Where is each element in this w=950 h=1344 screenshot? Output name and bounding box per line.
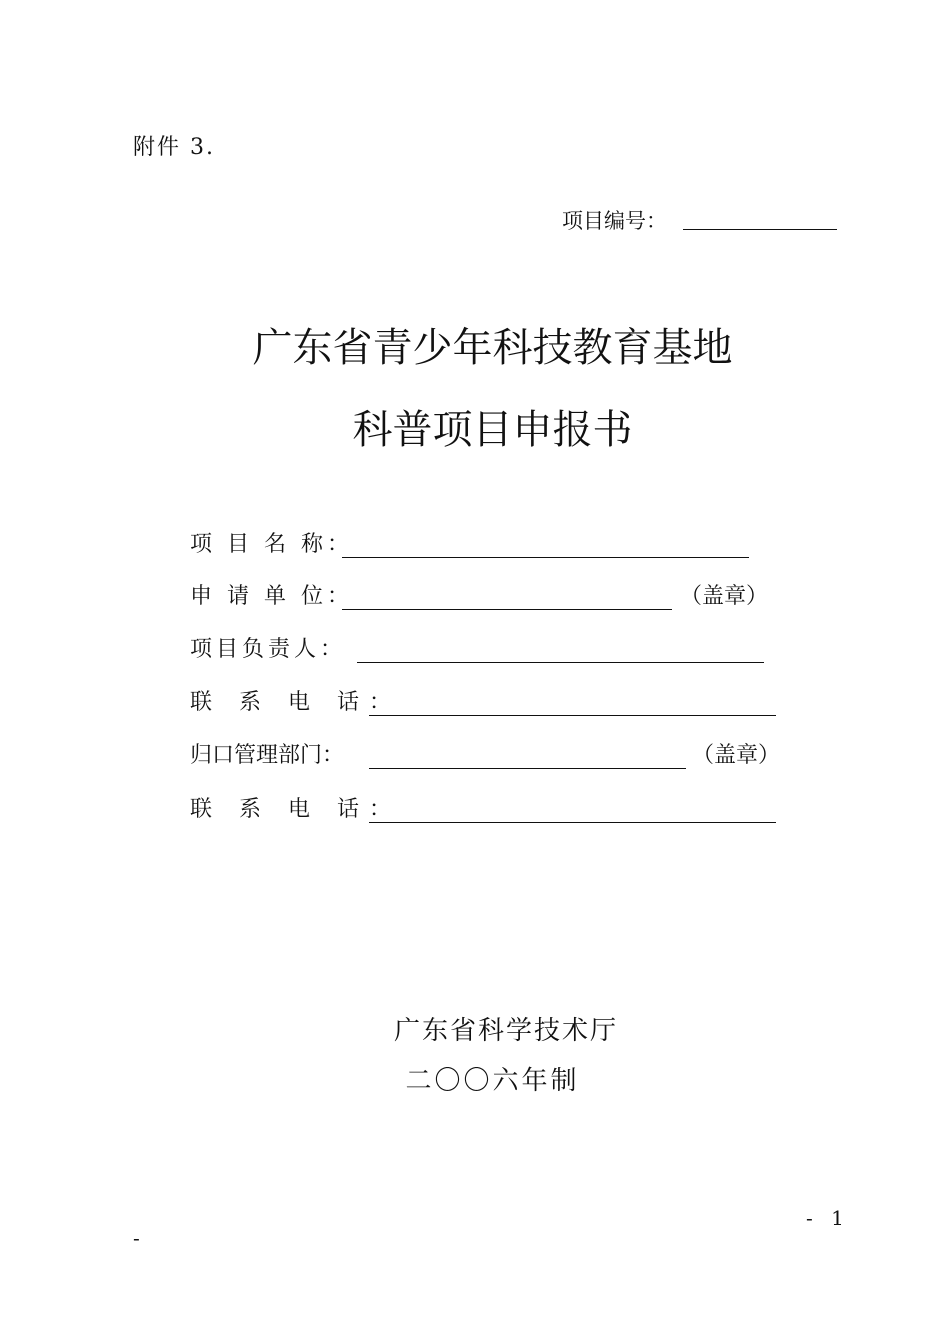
form-row-project-leader: [190, 635, 790, 667]
contact-phone-label: 联 系 电 话：: [190, 690, 401, 715]
applicant-unit-field[interactable]: [342, 609, 672, 610]
project-name-field[interactable]: [342, 557, 749, 558]
form-row-authority-dept: [190, 741, 790, 773]
applicant-seal-label: （盖章）: [680, 584, 769, 609]
issuer: 广东省科学技术厅: [393, 1016, 618, 1046]
document-title: 广东省青少年科技教育基地: [252, 325, 733, 371]
form-row-contact-phone-1: [190, 688, 790, 720]
contact-phone-field[interactable]: [369, 822, 776, 823]
authority-seal-label: （盖章）: [692, 743, 781, 768]
document-subtitle: 科普项目申报书: [352, 407, 633, 453]
project-number-field[interactable]: [683, 229, 837, 230]
issue-date: 二〇〇六年制: [405, 1066, 580, 1096]
project-leader-label: 项目负责人：: [190, 637, 347, 662]
applicant-unit-label: 申 请 单 位：: [190, 584, 353, 609]
authority-dept-label: 归口管理部门：: [190, 743, 345, 768]
project-name-label: 项 目 名 称：: [190, 532, 353, 557]
form-row-project-name: [190, 530, 770, 562]
form-row-contact-phone-2: [190, 795, 790, 827]
form-row-applicant-unit: [190, 582, 790, 614]
project-leader-field[interactable]: [357, 662, 764, 663]
contact-phone-label: 联 系 电 话：: [190, 797, 401, 822]
footer-dash: -: [133, 1226, 140, 1250]
contact-phone-field[interactable]: [369, 715, 776, 716]
page-number: - 1: [806, 1206, 850, 1230]
project-number-label: 项目编号：: [562, 209, 667, 233]
authority-dept-field[interactable]: [369, 768, 686, 769]
attachment-label: 附件 3.: [133, 135, 215, 160]
